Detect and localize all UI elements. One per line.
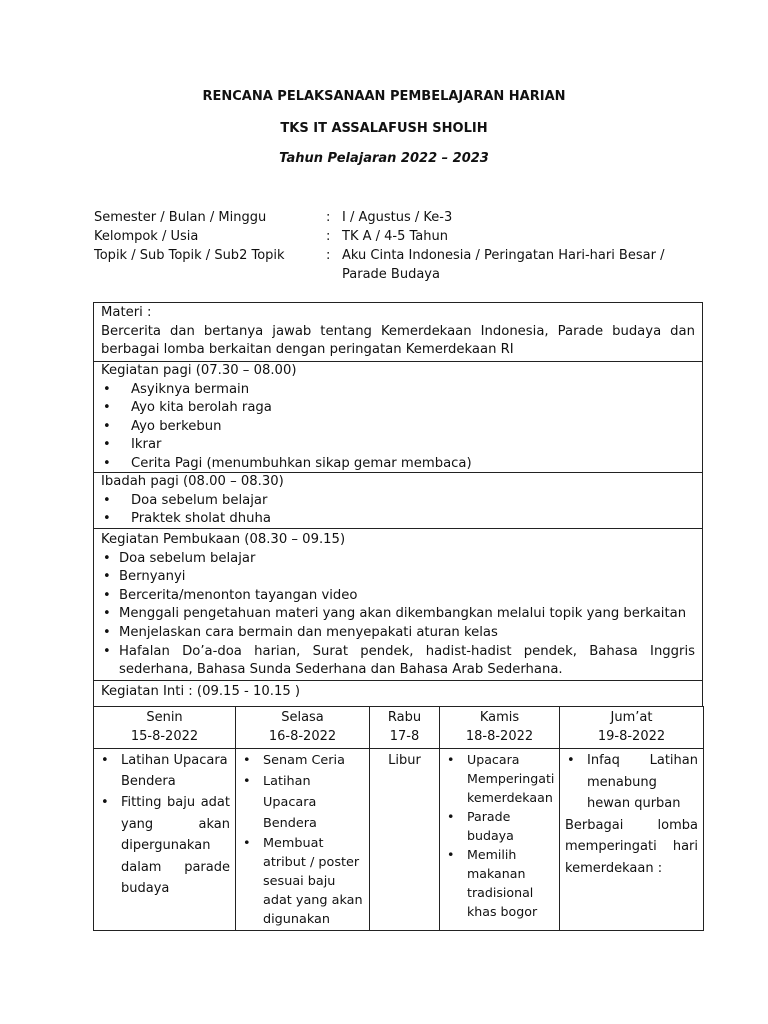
list-item: • Senam Ceria xyxy=(241,750,364,771)
list-item: • Latihan Upacara Bendera xyxy=(99,750,230,792)
meta-colon: : xyxy=(326,248,331,263)
day-date: 18-8-2022 xyxy=(465,728,534,744)
meta-label xyxy=(94,265,326,284)
list-item: • Asyiknya bermain xyxy=(101,381,695,400)
kamis-activities xyxy=(440,749,560,931)
list-item: • Bernyanyi xyxy=(101,568,695,587)
weekly-schedule-table xyxy=(93,706,704,931)
list-item: • Bercerita/menonton tayangan video xyxy=(101,587,695,606)
morning-activity-section xyxy=(93,361,703,473)
list-item: • Fitting baju adat yang akan dipergunakan dalam parade budaya xyxy=(99,792,230,900)
meta-label: Topik / Sub Topik / Sub2 Topik xyxy=(94,248,285,263)
opening-activity-section xyxy=(93,528,703,681)
selasa-activities xyxy=(236,749,370,931)
morning-activity-heading: Kegiatan pagi (07.30 – 08.00) xyxy=(101,363,297,378)
materi-text: Bercerita dan bertanya jawab tentang Kemerdekaan Indonesia, Parade budaya dan berbagai lomba berkaitan dengan peringatan Kemerdekaan RI xyxy=(101,323,695,358)
list-item: • Praktek sholat dhuha xyxy=(101,510,695,529)
holiday-label: Libur xyxy=(388,753,421,768)
morning-worship-section xyxy=(93,472,703,529)
meta-value: Aku Cinta Indonesia / Peringatan Hari-hari Besar / xyxy=(342,248,665,263)
day-name: Rabu xyxy=(387,710,422,725)
list-item: • Ikrar xyxy=(101,436,695,455)
meta-colon: : xyxy=(326,210,331,225)
list-item: • Latihan Upacara Bendera xyxy=(241,771,364,834)
meta-value: TK A / 4-5 Tahun xyxy=(342,229,448,244)
meta-colon xyxy=(326,265,342,284)
day-date: 19-8-2022 xyxy=(597,728,666,744)
morning-worship-heading: Ibadah pagi (08.00 – 08.30) xyxy=(101,474,284,489)
list-item: • Doa sebelum belajar xyxy=(101,550,695,569)
senin-activities xyxy=(94,749,236,931)
table-header-row xyxy=(94,707,704,749)
list-item: • Parade budaya xyxy=(445,807,554,845)
day-header-jumat xyxy=(560,707,704,749)
day-name: Senin xyxy=(146,710,183,725)
list-item: • Memilih makanan tradisional khas bogor xyxy=(445,845,554,921)
list-item: • Upacara Memperingati kemerdekaan xyxy=(445,750,554,807)
list-item: • Cerita Pagi (menumbuhkan sikap gemar membaca) xyxy=(101,455,695,474)
meta-row xyxy=(94,246,682,265)
day-name: Jum’at xyxy=(610,710,653,725)
list-item: • Doa sebelum belajar xyxy=(101,492,695,511)
meta-row xyxy=(94,227,682,246)
list-item: • Infaq Latihan menabung hewan qurban xyxy=(565,750,698,815)
opening-activity-heading: Kegiatan Pembukaan (08.30 – 09.15) xyxy=(101,532,346,547)
day-date: 17-8 xyxy=(389,728,420,744)
identity-block xyxy=(94,208,682,284)
day-name: Kamis xyxy=(479,710,520,725)
day-header-selasa xyxy=(236,707,370,749)
table-row xyxy=(94,749,704,931)
morning-activity-list xyxy=(101,381,695,474)
core-activity-heading: Kegiatan Inti : (09.15 - 10.15 ) xyxy=(101,684,301,699)
jumat-note: Berbagai lomba memperingati hari kemerdekaan : xyxy=(565,817,698,876)
day-date: 15-8-2022 xyxy=(130,728,199,744)
meta-colon: : xyxy=(326,229,331,244)
day-header-rabu xyxy=(370,707,440,749)
meta-value: Parade Budaya xyxy=(342,267,440,282)
list-item: • Ayo kita berolah raga xyxy=(101,399,695,418)
rabu-activities xyxy=(370,749,440,931)
academic-year: Tahun Pelajaran 2022 – 2023 xyxy=(279,151,489,166)
meta-row xyxy=(94,208,682,227)
meta-label: Kelompok / Usia xyxy=(94,229,199,244)
list-item: • Ayo berkebun xyxy=(101,418,695,437)
day-name: Selasa xyxy=(281,710,324,725)
school-name: TKS IT ASSALAFUSH SHOLIH xyxy=(280,121,488,136)
meta-value: I / Agustus / Ke-3 xyxy=(342,210,453,225)
meta-label: Semester / Bulan / Minggu xyxy=(94,210,267,225)
jumat-activities xyxy=(560,749,704,931)
core-activity-section xyxy=(93,680,703,707)
day-date: 16-8-2022 xyxy=(268,728,337,744)
document-title: RENCANA PELAKSANAAN PEMBELAJARAN HARIAN xyxy=(202,89,566,104)
list-item: • Menjelaskan cara bermain dan menyepakati aturan kelas xyxy=(101,624,695,643)
materi-heading: Materi : xyxy=(101,305,152,320)
materi-section xyxy=(93,302,703,362)
morning-worship-list xyxy=(101,492,695,529)
opening-activity-list xyxy=(101,550,695,680)
day-header-senin xyxy=(94,707,236,749)
meta-row xyxy=(94,265,682,284)
list-item: • Hafalan Do’a-doa harian, Surat pendek, hadist-hadist pendek, Bahasa Inggris sederhana, Bahasa Sunda Sederhana dan Bahasa Arab Sederhana. xyxy=(101,643,695,680)
list-item: • Menggali pengetahuan materi yang akan dikembangkan melalui topik yang berkaitan xyxy=(101,605,695,624)
day-header-kamis xyxy=(440,707,560,749)
list-item: • Membuat atribut / poster sesuai baju adat yang akan digunakan xyxy=(241,834,364,929)
